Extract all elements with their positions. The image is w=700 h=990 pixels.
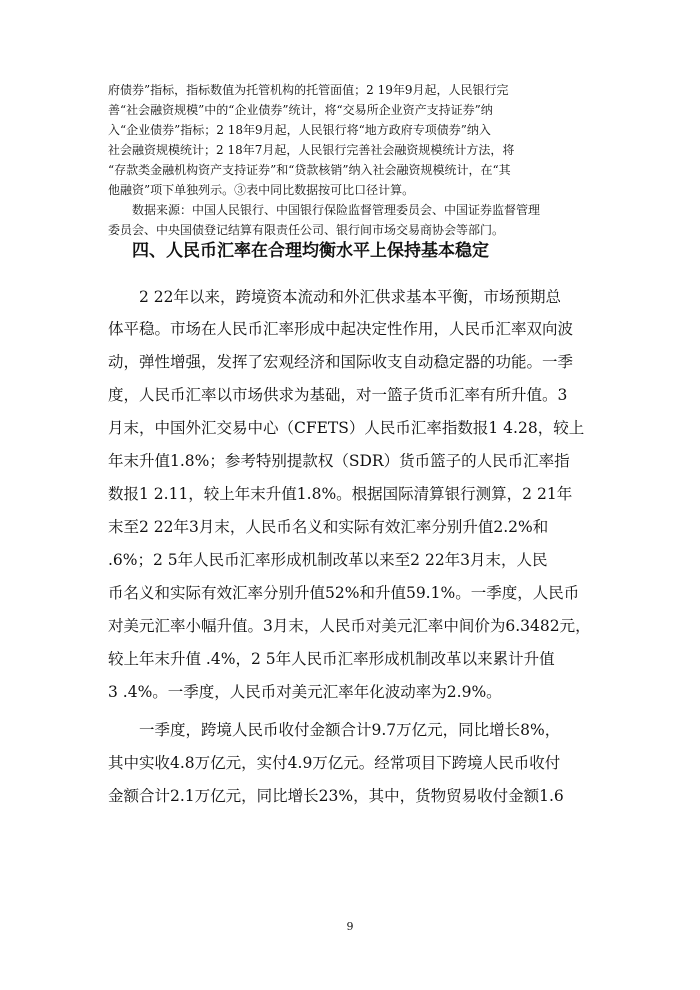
note-line-2: 善“社会融资规模”中的“企业债券”统计，将“交易所企业资产支持证券”纳 [108,103,493,117]
paragraph-line: 数报1 2.11，较上年末升值1.8%。根据国际清算银行测算，2 21年 [108,485,573,503]
paragraph-line: 动，弹性增强，发挥了宏观经济和国际收支自动稳定器的功能。一季 [108,353,574,371]
paragraph-line: 年末升值1.8%；参考特别提款权（SDR）货币篮子的人民币汇率指 [108,452,570,470]
data-source-line-2: 委员会、中央国债登记结算有限责任公司、银行间市场交易商协会等部门。 [108,223,505,237]
paragraph-line: 3 .4%。一季度，人民币对美元汇率年化波动率为2.9%。 [108,683,502,701]
paragraph-line: 金额合计2.1万亿元，同比增长23%，其中，货物贸易收付金额1.6 [108,787,564,805]
paragraph-line: 末至2 22年3月末，人民币名义和实际有效汇率分别升值2.2%和 [108,518,549,536]
note-line-4: 社会融资规模统计；2 18年7月起，人民银行完善社会融资规模统计方法，将 [108,143,515,157]
page-number: 9 [346,920,354,933]
paragraph-line: 一季度，跨境人民币收付金额合计9.7万亿元，同比增长8%， [139,721,561,739]
paragraph-line: 体平稳。市场在人民币汇率形成中起决定性作用，人民币汇率双向波 [108,320,574,338]
note-line-6: 他融资”项下单独列示。③表中同比数据按可比口径计算。 [108,183,415,197]
paragraph-line: 2 22年以来，跨境资本流动和外汇供求基本平衡，市场预期总 [139,288,562,306]
paragraph-line: 币名义和实际有效汇率分别升值52%和升值59.1%。一季度，人民币 [108,584,580,602]
paragraph-line: 月末，中国外汇交易中心（CFETS）人民币汇率指数报1 4.28，较上 [108,419,585,437]
note-line-3: 入“企业债券”指标；2 18年9月起，人民银行将“地方政府专项债券”纳入 [108,123,491,137]
data-source-line-1: 数据来源：中国人民银行、中国银行保险监督管理委员会、中国证券监督管理 [132,203,541,217]
paragraph-line: .6%；2 5年人民币汇率形成机制改革以来至2 22年3月末，人民 [108,551,548,569]
section-heading: 四、人民币汇率在合理均衡水平上保持基本稳定 [132,241,489,261]
note-line-1: 府债券”指标，指标数值为托管机构的托管面值；2 19年9月起，人民银行完 [108,83,509,97]
note-line-5: “存款类金融机构资产支持证券”和“贷款核销”纳入社会融资规模统计，在“其 [108,163,511,177]
paragraph-line: 对美元汇率小幅升值。3月末，人民币对美元汇率中间价为6.3482元， [108,617,591,635]
paragraph-line: 较上年末升值 .4%，2 5年人民币汇率形成机制改革以来累计升值 [108,650,555,668]
paragraph-line: 其中实收4.8万亿元，实付4.9万亿元。经常项目下跨境人民币收付 [108,754,561,772]
paragraph-line: 度，人民币汇率以市场供求为基础，对一篮子货币汇率有所升值。3 [108,386,568,404]
